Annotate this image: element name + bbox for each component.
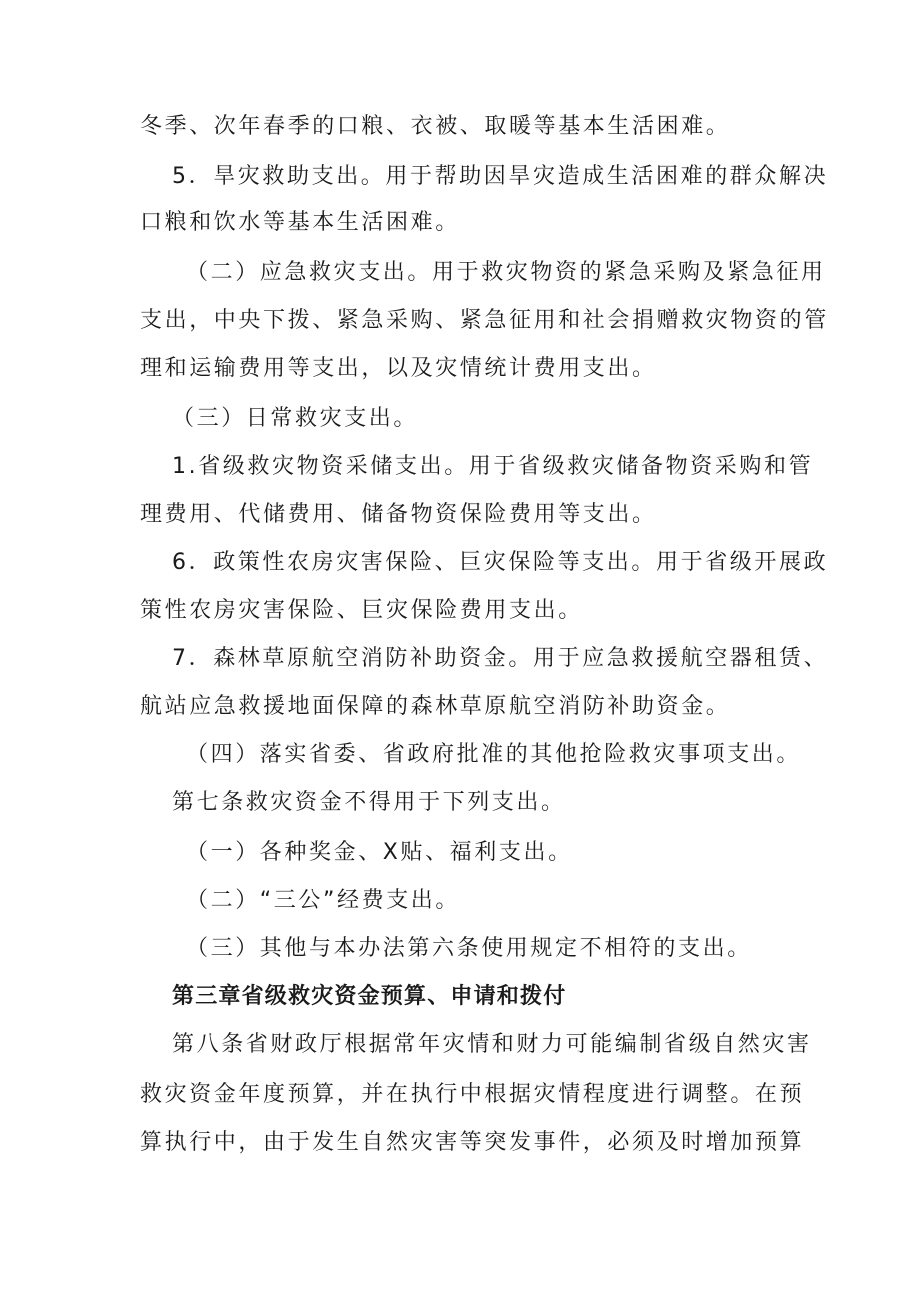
- text-line: 冬季、次年春季的口粮、衣被、取暖等基本生活困难。: [140, 114, 731, 139]
- text-line: 航站应急救援地面保障的森林草原航空消防补助资金。: [140, 694, 731, 719]
- text-line: （四）落实省委、省政府批准的其他抢险救灾事项支出。: [186, 742, 802, 767]
- text-line: 口粮和饮水等基本生活困难。: [140, 210, 460, 235]
- text-line: （二）应急救灾支出。用于救灾物资的紧急采购及紧急征用: [186, 260, 826, 285]
- text-line: （二）“三公”经费支出。: [186, 888, 460, 913]
- text-line: 支出，中央下拨、紧急采购、紧急征用和社会捐赠救灾物资的管: [140, 308, 829, 333]
- text-line: （三）其他与本办法第六条使用规定不相符的支出。: [186, 936, 752, 961]
- text-line: （三）日常救灾支出。: [172, 406, 419, 431]
- chapter-heading: 第三章省级救灾资金预算、申请和拨付: [172, 984, 567, 1009]
- text-line: 理费用、代储费用、储备物资保险费用等支出。: [140, 502, 657, 527]
- text-line: 5．旱灾救助支出。用于帮助因旱灾造成生活困难的群众解决: [172, 164, 829, 189]
- text-line: 6．政策性农房灾害保险、巨灾保险等支出。用于省级开展政: [172, 550, 829, 575]
- text-line: 7．森林草原航空消防补助资金。用于应急救援航空器租赁、: [172, 646, 829, 671]
- text-line: 1.省级救灾物资采储支出。用于省级救灾储备物资采购和管: [172, 454, 814, 479]
- text-line: 算执行中，由于发生自然灾害等突发事件，必须及时增加预算: [140, 1130, 805, 1155]
- text-line: 理和运输费用等支出，以及灾情统计费用支出。: [140, 356, 657, 381]
- text-line: 策性农房灾害保险、巨灾保险费用支出。: [140, 598, 583, 623]
- text-line: （一）各种奖金、X贴、福利支出。: [186, 840, 573, 865]
- text-line: 救灾资金年度预算，并在执行中根据灾情程度进行调整。在预: [140, 1082, 805, 1107]
- text-line: 第八条省财政厅根据常年灾情和财力可能编制省级自然灾害: [172, 1032, 812, 1057]
- text-line: 第七条救灾资金不得用于下列支出。: [172, 790, 566, 815]
